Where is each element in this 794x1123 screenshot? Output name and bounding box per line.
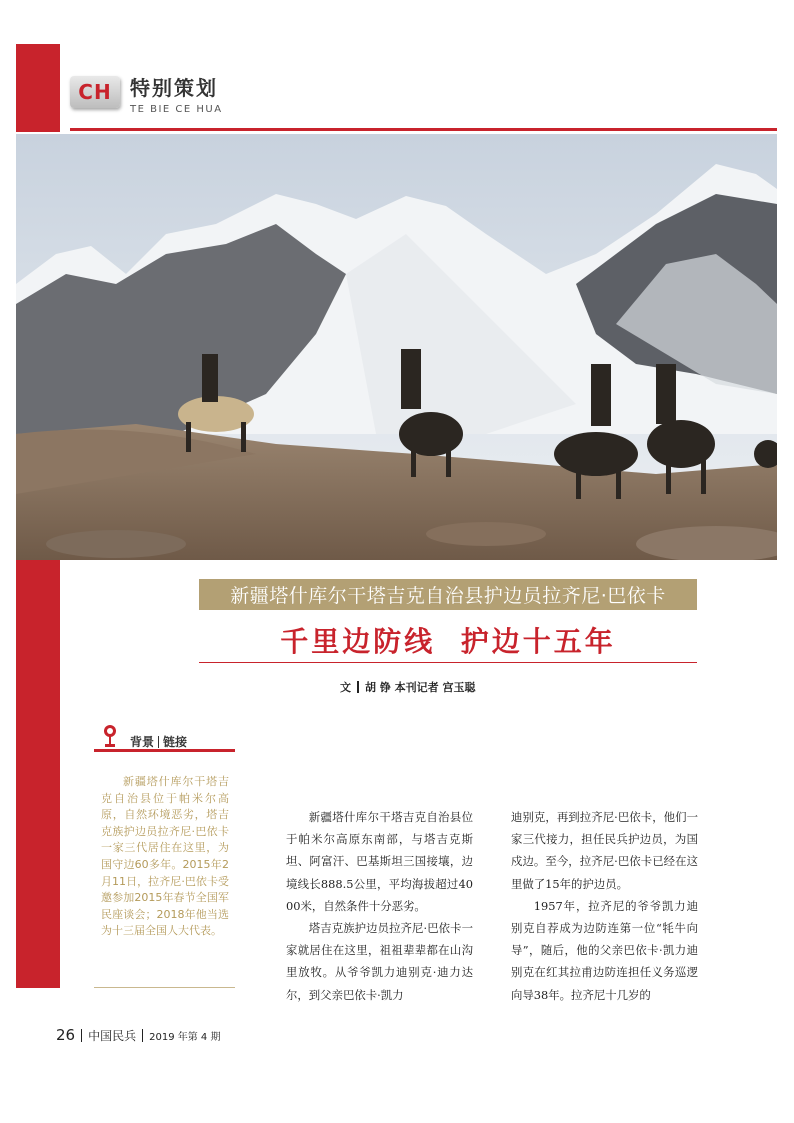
- section-badge-text: CH: [78, 80, 112, 104]
- article-column-1: [286, 806, 473, 1006]
- sidebar-text: 新疆塔什库尔干塔吉克自治县位于帕米尔高原，自然环境恶劣，塔吉克族护边员拉齐尼·巴依卡一家三代居住在这里，为国守边60多年。2015年2月11日，拉齐尼·巴依卡受邀参加2015年春节全国军民座谈会；2018年他当选为十三届全国人大代表。: [101, 775, 229, 938]
- section-badge: [70, 76, 120, 108]
- byline: [340, 679, 697, 695]
- byline-authors: 胡 铮 本刊记者 宫玉聪: [365, 681, 476, 694]
- sidebar-rule: [94, 749, 235, 752]
- mountain-photo: [16, 134, 777, 560]
- paragraph: 塔吉克族护边员拉齐尼·巴依卡一家就居住在这里，祖祖辈辈都在山沟里放牧。从爷爷凯力迪别克·迪力达尔，到父亲巴依卡·凯力: [286, 921, 473, 1002]
- sidebar-heading-a: 背景: [130, 735, 155, 749]
- article-subtitle: 新疆塔什库尔干塔吉克自治县护边员拉齐尼·巴依卡: [230, 585, 666, 607]
- sidebar-heading: [130, 733, 187, 750]
- issue-number: 2019 年第 4 期: [149, 1031, 221, 1043]
- header-rule: [70, 128, 777, 131]
- byline-prefix: 文: [340, 681, 351, 694]
- footer-divider: [142, 1029, 143, 1042]
- paragraph: 迪别克，再到拉齐尼·巴依卡，他们一家三代接力，担任民兵护边员，为国戍边。至今，拉齐尼·巴依卡已经在这里做了15年的护边员。: [511, 810, 698, 891]
- article-subtitle-box: [199, 579, 697, 610]
- title-rule: [199, 662, 697, 663]
- paragraph: 新疆塔什库尔干塔吉克自治县位于帕米尔高原东南部，与塔吉克斯坦、阿富汗、巴基斯坦三国接壤，边境线长888.5公里，平均海拔超过4000米，自然条件十分恶劣。: [286, 810, 473, 913]
- page-number: 26: [56, 1026, 76, 1044]
- sidebar-heading-b: 链接: [163, 735, 188, 749]
- article-title: 千里边防线 护边十五年: [280, 625, 616, 658]
- photo-illustration: [16, 134, 777, 560]
- byline-divider: [357, 681, 359, 693]
- sidebar-heading-divider: [158, 736, 159, 748]
- ribbon-badge-icon: [102, 724, 118, 748]
- red-side-bar-top: [16, 44, 60, 132]
- section-title: 特别策划: [130, 76, 218, 100]
- red-side-bar-bottom: [16, 560, 60, 988]
- article-column-2: [511, 806, 698, 1006]
- magazine-name: 中国民兵: [88, 1028, 137, 1043]
- section-title-pinyin: TE BIE CE HUA: [130, 104, 223, 115]
- paragraph: 1957年，拉齐尼的爷爷凯力迪别克自荐成为边防连第一位“牦牛向导”，随后，他的父亲巴依卡·凯力迪别克在红其拉甫边防连担任义务巡逻向导38年。拉齐尼十几岁的: [511, 898, 698, 1002]
- footer-divider: [81, 1029, 82, 1042]
- sidebar-bottom-rule: [94, 987, 235, 988]
- page-footer: [56, 1026, 220, 1044]
